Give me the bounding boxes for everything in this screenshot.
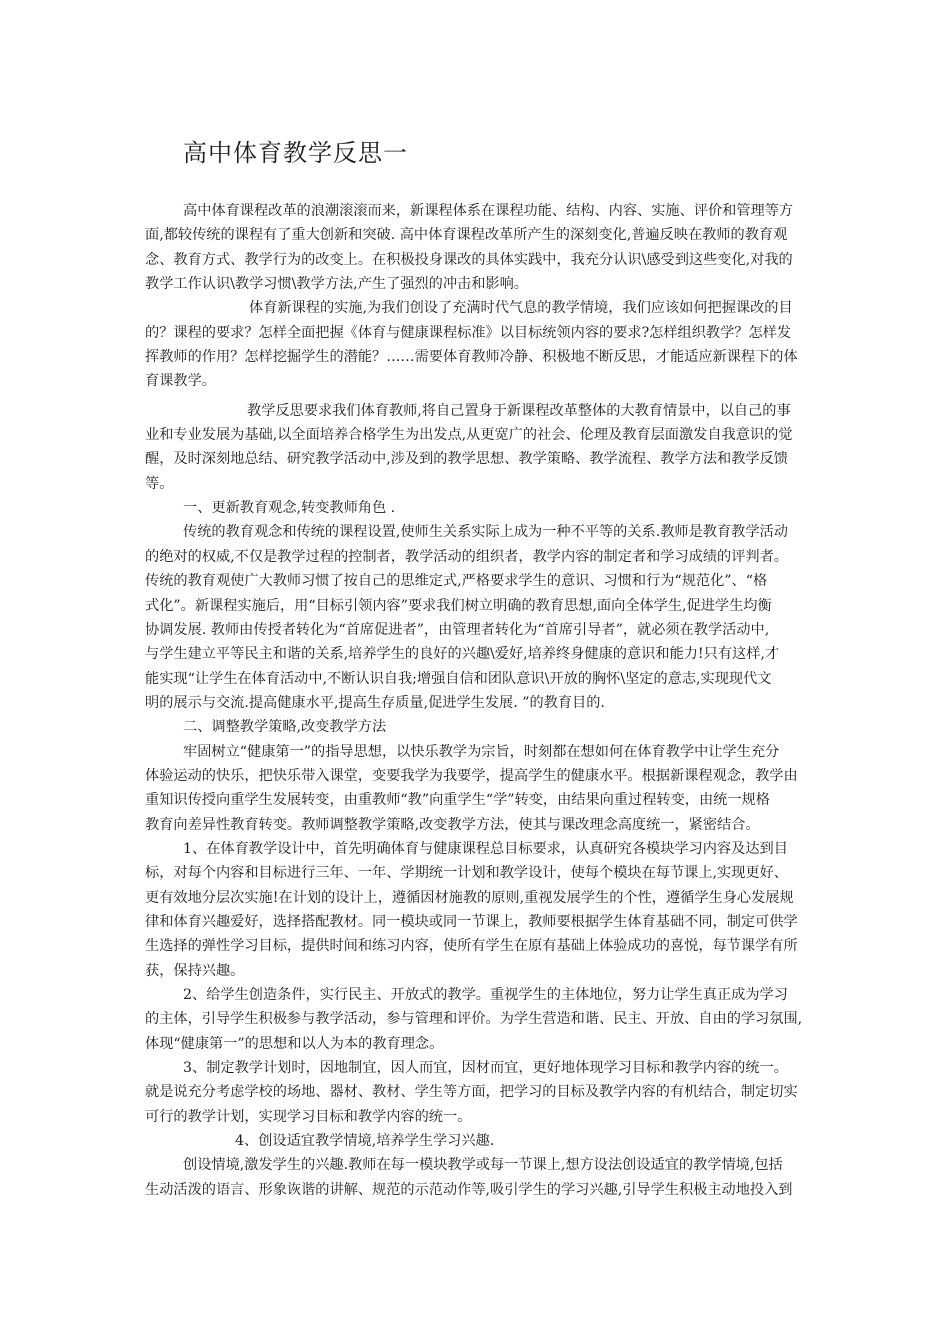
paragraph-line: 与学生建立平等民主和谐的关系,培养学生的良好的兴趣\爱好,培养终身健康的意识和能力!只有这样,才 <box>145 646 780 663</box>
paragraph-line: 体现“健康第一”的思想和以人为本的教育理念。 <box>145 1035 444 1052</box>
paragraph-line: 体育新课程的实施,为我们创设了充满时代气息的教学情境，我们应该如何把握课改的目 <box>249 300 793 317</box>
paragraph-line: 生动活泼的语言、形象诙谐的讲解、规范的示范动作等,吸引学生的学习兴趣,引导学生积极主动地投入到 <box>145 1181 793 1198</box>
paragraph-line: 就是说充分考虑学校的场地、器材、教材、学生等方面，把学习的目标及教学内容的有机结合，制定切实 <box>145 1084 798 1101</box>
paragraph-line: 业和专业发展为基础,以全面培养合格学生为出发点,从更宽广的社会、伦理及教育层面激发自我意识的觉 <box>145 427 793 444</box>
paragraph-line: 醒，及时深刻地总结、研究教学活动中,涉及到的教学思想、教学策略、教学流程、教学方法和教学反馈 <box>145 451 788 468</box>
section-heading: 4、创设适宜教学情境,培养学生学习兴趣. <box>235 1133 495 1150</box>
paragraph-line: 生选择的弹性学习目标，提供时间和练习内容，使所有学生在原有基础上体验成功的喜悦，每节课学有所 <box>145 938 798 955</box>
paragraph-line: 等。 <box>145 475 174 492</box>
paragraph-line: 传统的教育观念和传统的课程设置,使师生关系实际上成为一种不平等的关系.教师是教育教学活动 <box>183 524 788 541</box>
paragraph-line: 牢固树立“健康第一”的指导思想，以快乐教学为宗旨，时刻都在想如何在体育教学中让学生充分 <box>183 743 780 760</box>
paragraph-line: 育课教学。 <box>145 373 216 390</box>
paragraph-line: 的绝对的权威,不仅是教学过程的控制者，教学活动的组织者，教学内容的制定者和学习成绩的评判者。 <box>145 548 788 565</box>
paragraph-line: 传统的教育观使广大教师习惯了按自己的思维定式,严格要求学生的意识、习惯和行为“规范化”、“格 <box>145 573 768 590</box>
section-heading: 一、更新教育观念,转变教师角色 . <box>183 500 396 517</box>
paragraph-line: 念、教育方式、教学行为的改变上。在积极投身课改的具体实践中，我充分认识\感受到这些变化,对我的 <box>145 251 793 268</box>
paragraph-line: 教学工作认识\教学习惯\教学方法,产生了强烈的冲击和影响。 <box>145 276 528 293</box>
paragraph-line: 的？课程的要求？怎样全面把握《体育与健康课程标准》以目标统领内容的要求?怎样组织教学？怎样发 <box>145 324 792 341</box>
section-heading: 二、调整教学策略,改变教学方法 <box>183 719 387 736</box>
paragraph-line: 式化”。新课程实施后，用“目标引领内容”要求我们树立明确的教育思想,面向全体学生,促进学生均衡 <box>145 597 772 614</box>
paragraph-line: 教学反思要求我们体育教师,将自己置身于新课程改革整体的大教育情景中，以自己的事 <box>247 402 791 419</box>
paragraph-line: 高中体育课程改革的浪潮滚滚而来，新课程体系在课程功能、结构、内容、实施、评价和管理等方 <box>183 203 794 219</box>
paragraph-line: 1、在体育教学设计中，首先明确体育与健康课程总目标要求，认真研究各模块学习内容及达到目 <box>183 840 788 857</box>
paragraph-line: 重知识传授向重学生发展转变，由重教师“教”向重学生“学”转变，由结果向重过程转变，由统一规格 <box>145 792 770 809</box>
document-body <box>145 199 810 1202</box>
paragraph-line: 3、制定教学计划时，因地制宜，因人而宜，因材而宜，更好地体现学习目标和教学内容的统一。 <box>183 1060 788 1077</box>
paragraph-line: 能实现“让学生在体育活动中,不断认识自我;增强自信和团队意识\开放的胸怀\坚定的意志,实现现代文 <box>145 670 772 687</box>
paragraph-line: 的主体，引导学生积极参与教学活动，参与管理和评价。为学生营造和谐、民主、开放、自由的学习氛围, <box>145 1011 803 1028</box>
paragraph-line: 教育向差异性教育转变。教师调整教学策略,改变教学方法，使其与课改理念高度统一，紧密结合。 <box>145 816 760 833</box>
paragraph-line: 更有效地分层次实施!在计划的设计上，遵循因材施教的原则,重视发展学生的个性，遵循学生身心发展规 <box>145 889 794 906</box>
paragraph-line: 律和体育兴趣爱好，选择搭配教材。同一模块或同一节课上，教师要根据学生体育基础不同，制定可供学 <box>145 913 798 930</box>
paragraph-line: 标，对每个内容和目标进行三年、一年、学期统一计划和教学设计，使每个模块在每节课上,实现更好、 <box>145 865 788 882</box>
paragraph-line: 体验运动的快乐，把快乐带入课堂，变要我学为我要学，提高学生的健康水平。根据新课程观念，教学由 <box>145 767 798 784</box>
paragraph-line: 2、给学生创造条件，实行民主、开放式的教学。重视学生的主体地位，努力让学生真正成为学习 <box>183 987 788 1003</box>
document-title: 高中体育教学反思一 <box>183 139 408 167</box>
paragraph-line: 可行的教学计划，实现学习目标和教学内容的统一。 <box>145 1108 472 1125</box>
paragraph-line: 明的展示与交流.提高健康水平,提高生存质量,促进学生发展. ”的教育目的. <box>145 694 605 711</box>
paragraph-line: 面,都较传统的课程有了重大创新和突破. 高中体育课程改革所产生的深刻变化,普遍反映在教师的教育观 <box>145 227 788 244</box>
paragraph-line: 获，保持兴趣。 <box>145 962 245 979</box>
paragraph-line: 挥教师的作用？怎样挖掘学生的潜能？……需要体育教师冷静、积极地不断反思，才能适应新课程下的体 <box>145 349 798 366</box>
paragraph-line: 协调发展. 教师由传授者转化为“首席促进者”，由管理者转化为“首席引导者”，就必须在教学活动中, <box>145 621 770 638</box>
paragraph-line: 创设情境,激发学生的兴趣.教师在每一模块教学或每一节课上,想方设法创设适宜的教学情境,包括 <box>183 1157 783 1174</box>
